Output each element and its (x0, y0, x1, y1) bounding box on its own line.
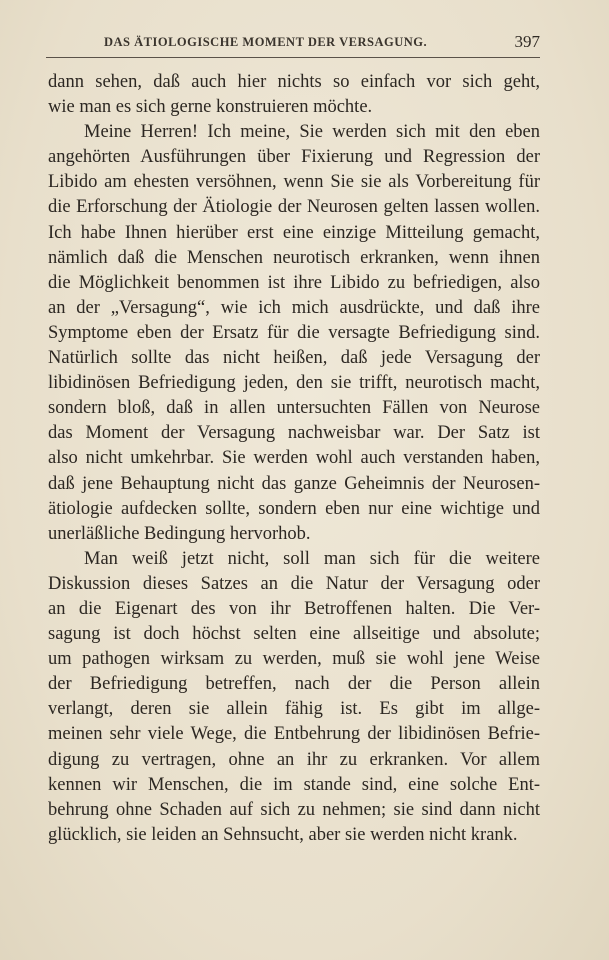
paragraph-3 (48, 547, 540, 848)
text-line: ätiologie aufdecken sollte, sondern eben nur eine wichtige und (48, 498, 540, 519)
text-line: angehörten Ausführungen über Fixierung und Regression der (48, 147, 540, 168)
body-text (48, 70, 540, 848)
text-line: libidinösen Befriedigung jeden, den sie trifft, neurotisch macht, (48, 373, 540, 394)
text-line: Symptome eben der Ersatz für die versagte Befriedigung sind. (48, 322, 540, 343)
running-head (46, 32, 540, 54)
running-title: DAS ÄTIOLOGISCHE MOMENT DER VERSAGUNG. (104, 35, 428, 49)
text-line: um pathogen wirksam zu werden, muß sie wohl jene Weise (48, 649, 540, 670)
header-rule (46, 57, 540, 58)
text-line: wie man es sich gerne konstruieren möchte. (48, 97, 373, 118)
paragraph-1 (48, 70, 540, 120)
text-line: Libido am ehesten versöhnen, wenn Sie sie als Vorbereitung für (48, 172, 540, 193)
text-line: das Moment der Versagung nachweisbar war. Der Satz ist (48, 423, 540, 444)
text-line: kennen wir Menschen, die im stande sind, eine solche Ent- (48, 774, 540, 795)
text-line: an der „Versagung“, wie ich mich ausdrückte, und daß ihre (48, 297, 540, 318)
text-line: unerläßliche Bedingung hervorhob. (48, 523, 311, 544)
text-line: daß jene Behauptung nicht das ganze Geheimnis der Neurosen- (48, 473, 540, 494)
text-line: sondern bloß, daß in allen untersuchten Fällen von Neurose (48, 398, 540, 419)
text-line: verlangt, deren sie allein fähig ist. Es gibt im allge- (48, 699, 540, 720)
text-line: Meine Herren! Ich meine, Sie werden sich mit den eben (84, 122, 540, 143)
text-line: digung zu vertragen, ohne an ihr zu erkranken. Vor allem (48, 749, 540, 770)
text-line: meinen sehr viele Wege, die Entbehrung der libidinösen Befrie- (48, 724, 540, 745)
page-number: 397 (514, 32, 540, 51)
text-line: der Befriedigung betreffen, nach der die Person allein (48, 674, 540, 695)
text-line: dann sehen, daß auch hier nichts so einfach vor sich geht, (48, 72, 540, 92)
text-line: Ich habe Ihnen hierüber erst eine einzige Mitteilung gemacht, (48, 222, 540, 243)
text-line: die Möglichkeit benommen ist ihre Libido zu befriedigen, also (48, 272, 540, 293)
text-line: sagung ist doch höchst selten eine allseitige und absolute; (48, 624, 540, 645)
text-line: Man weiß jetzt nicht, soll man sich für die weitere (84, 548, 540, 569)
paragraph-2 (48, 120, 540, 547)
text-line: Natürlich sollte das nicht heißen, daß jede Versagung der (48, 348, 540, 369)
text-line: behrung ohne Schaden auf sich zu nehmen; sie sind dann nicht (48, 799, 540, 820)
text-line: glücklich, sie leiden an Sehnsucht, aber sie werden nicht krank. (48, 824, 518, 845)
text-line: an die Eigenart des von ihr Betroffenen halten. Die Ver- (48, 598, 540, 619)
text-line: die Erforschung der Ätiologie der Neurosen gelten lassen wollen. (48, 197, 540, 218)
text-line: nämlich daß die Menschen neurotisch erkranken, wenn ihnen (48, 247, 540, 268)
text-line: also nicht umkehrbar. Sie werden wohl auch verstanden haben, (48, 448, 540, 469)
text-line: Diskussion dieses Satzes an die Natur der Versagung oder (48, 573, 540, 594)
